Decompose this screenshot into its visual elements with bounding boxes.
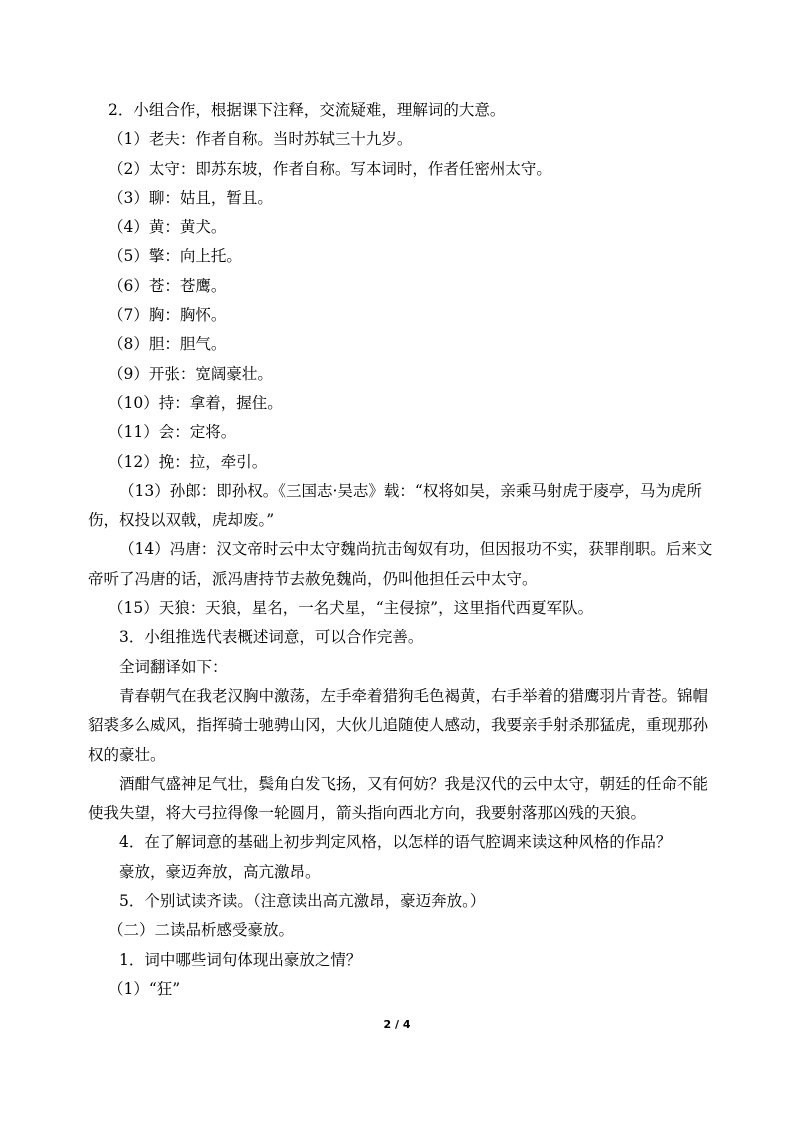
text-line: （1）老夫：作者自称。当时苏轼三十九岁。 [108, 130, 413, 149]
text-line: 1．词中哪些词句体现出豪放之情？ [119, 950, 362, 969]
page-number: 2 / 4 [383, 1018, 411, 1031]
text-line: 酒酣气盛神足气壮，鬓角白发飞扬，又有何妨？我是汉代的云中太守，朝廷的任命不能使我失望，将大弓拉得像一轮圆月，箭头指向西北方向，我要射落那凶残的天狼。 [88, 774, 709, 823]
text-line: （11）会：定将。 [108, 423, 237, 442]
text-line: 全词翻译如下： [119, 657, 228, 676]
text-line: （9）开张：宽阔豪壮。 [108, 364, 273, 383]
text-line: （2）太守：即苏东坡，作者自称。写本词时，作者任密州太守。 [108, 159, 552, 178]
text-line: （14）冯唐：汉文帝时云中太守魏尚抗击匈奴有功，但因报功不实，获罪削职。后来文帝听了冯唐的话，派冯唐持节去赦免魏尚，仍叫他担任云中太守。 [88, 540, 713, 588]
text-line: 青春朝气在我老汉胸中激荡，左手牵着猎狗毛色褐黄，右手举着的猎鹰羽片青苍。锦帽貂裘多么威风，指挥骑士驰骋山冈，大伙儿追随使人感动，我要亲手射杀那猛虎，重现那孙权的豪壮。 [88, 686, 709, 764]
text-line: （5）擎：向上托。 [108, 247, 242, 266]
text-line: （3）聊：姑且，暂且。 [108, 188, 273, 207]
text-line: 2．小组合作，根据课下注释，交流疑难，理解词的大意。 [108, 101, 506, 119]
text-line: （12）挽：拉，牵引。 [108, 452, 268, 471]
text-line: （二）二读品析感受豪放。 [108, 921, 295, 940]
text-line: （15）天狼：天狼，星名，一名犬星，“主侵掠”，这里指代西夏军队。 [108, 599, 594, 618]
document-body [88, 96, 720, 1004]
text-line: （7）胸：胸怀。 [108, 306, 227, 325]
text-line: 5．个别试读齐读。（注意读出高亢激昂，豪迈奔放。） [119, 892, 486, 911]
text-line: （4）黄：黄犬。 [108, 218, 227, 237]
text-line: 3．小组推选代表概述词意，可以合作完善。 [119, 628, 424, 647]
text-line: （1）“狂” [108, 979, 181, 998]
text-line: （8）胆：胆气。 [108, 335, 227, 354]
text-line: 豪放，豪迈奔放，高亢激昂。 [119, 862, 321, 881]
text-line: 4．在了解词意的基础上初步判定风格，以怎样的语气腔调来读这种风格的作品？ [119, 833, 672, 852]
text-line: （6）苍：苍鹰。 [108, 276, 227, 295]
text-line: （13）孙郎：即孙权。《三国志·吴志》载：“权将如吴，亲乘马射虎于庱亭，马为虎所伤，权投以双戟，虎却废。” [88, 481, 702, 530]
text-line: （10）持：拿着，握住。 [108, 393, 283, 412]
